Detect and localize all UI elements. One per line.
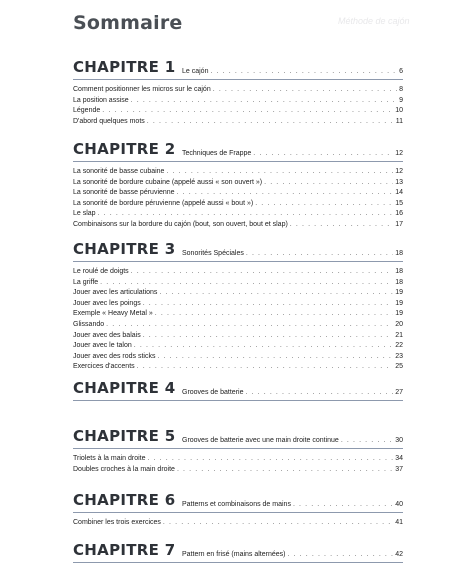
entry-page-number: 18 [395, 268, 403, 275]
entry-page-number: 22 [395, 342, 403, 350]
entry-page-number: 25 [395, 363, 403, 371]
dot-leader [177, 188, 394, 199]
entry-label: Doubles croches à la main droite [73, 465, 175, 473]
dot-leader [102, 106, 393, 117]
entry-label: La sonorité de basse cubaine [73, 168, 165, 175]
chapter-topic-line[interactable] [182, 389, 403, 396]
toc-entry[interactable] [73, 267, 403, 278]
chapter-topic-line[interactable] [182, 250, 403, 257]
chapter-section [73, 58, 403, 127]
chapter-heading [73, 491, 403, 511]
chapter-heading [73, 140, 403, 160]
chapter-topic: Le cajón [182, 68, 209, 75]
toc-entry[interactable] [73, 178, 403, 189]
chapter-page-number: 6 [399, 68, 403, 75]
chapter-page-number: 30 [395, 437, 403, 444]
dot-leader [177, 465, 393, 476]
chapter-label: CHAPITRE 7 [73, 541, 176, 559]
entry-page-number: 34 [395, 455, 403, 462]
toc-entry[interactable] [73, 106, 403, 117]
chapter-topic-line[interactable] [182, 501, 403, 508]
dot-leader [341, 437, 393, 444]
entry-label: Jouer avec des balais [73, 331, 141, 339]
entry-list [73, 167, 403, 231]
dot-leader [166, 167, 393, 178]
dot-leader [137, 362, 394, 373]
chapter-page-number: 18 [395, 250, 403, 257]
chapter-divider [73, 562, 403, 563]
dot-leader [290, 220, 393, 231]
entry-label: Jouer avec les poings [73, 299, 141, 307]
chapter-heading [73, 541, 403, 561]
entry-label: Comment positionner les micros sur le cajón [73, 86, 211, 93]
toc-entry[interactable] [73, 331, 403, 342]
chapter-section [73, 379, 403, 406]
dot-leader [213, 85, 397, 96]
entry-page-number: 8 [399, 86, 403, 93]
entry-label: Le roulé de doigts [73, 268, 129, 275]
dot-leader [98, 209, 394, 220]
chapter-topic: Patterns et combinaisons de mains [182, 501, 291, 508]
chapter-topic-line[interactable] [182, 68, 403, 75]
dot-leader [157, 352, 393, 363]
entry-label: La sonorité de basse péruvienne [73, 189, 175, 197]
toc-entry[interactable] [73, 465, 403, 476]
chapter-page-number: 12 [395, 150, 403, 157]
entry-page-number: 19 [395, 299, 403, 307]
entry-page-number: 23 [395, 352, 403, 360]
entry-page-number: 11 [395, 117, 403, 125]
chapter-section [73, 140, 403, 231]
entry-label: Glissando [73, 320, 105, 328]
chapter-label: CHAPITRE 2 [73, 140, 176, 158]
entry-page-number: 18 [395, 278, 403, 286]
watermark-text: Méthode de cajón [338, 16, 410, 26]
entry-page-number: 17 [395, 220, 403, 228]
chapter-divider [73, 400, 403, 401]
chapter-page-number: 40 [395, 501, 403, 508]
entry-label: Exemple « Heavy Metal » [73, 310, 153, 318]
dot-leader [143, 331, 393, 342]
toc-entry[interactable] [73, 278, 403, 289]
entry-page-number: 21 [395, 331, 403, 339]
dot-leader [143, 299, 393, 310]
toc-entry[interactable] [73, 288, 403, 299]
toc-entry[interactable] [73, 96, 403, 107]
dot-leader [100, 278, 393, 289]
chapter-label: CHAPITRE 4 [73, 379, 176, 397]
dot-leader [106, 320, 393, 331]
chapter-divider [73, 161, 403, 162]
chapter-heading [73, 58, 403, 78]
toc-entry[interactable] [73, 85, 403, 96]
toc-entry[interactable] [73, 309, 403, 320]
chapter-page-number: 27 [395, 389, 403, 396]
chapter-page-number: 42 [395, 551, 403, 558]
dot-leader [255, 199, 393, 210]
entry-page-number: 37 [395, 465, 403, 473]
chapter-topic: Grooves de batterie avec une main droite continue [182, 437, 339, 444]
dot-leader [246, 250, 393, 257]
dot-leader [264, 178, 393, 189]
dot-leader [147, 117, 394, 128]
chapter-divider [73, 448, 403, 449]
toc-entry[interactable] [73, 299, 403, 310]
entry-label: Le slap [73, 210, 96, 218]
dot-leader [253, 150, 393, 157]
chapter-heading [73, 240, 403, 260]
entry-page-number: 12 [395, 168, 403, 175]
entry-list [73, 518, 403, 529]
chapter-heading [73, 379, 403, 399]
chapter-section [73, 491, 403, 529]
entry-page-number: 16 [395, 210, 403, 218]
chapter-divider [73, 79, 403, 80]
entry-page-number: 13 [395, 178, 403, 186]
chapter-divider [73, 512, 403, 513]
toc-entry[interactable] [73, 352, 403, 363]
entry-label: Exercices d'accents [73, 363, 135, 371]
entry-page-number: 14 [395, 189, 403, 197]
toc-entry[interactable] [73, 362, 403, 373]
dot-leader [148, 454, 394, 465]
chapter-topic: Grooves de batterie [182, 389, 244, 396]
entry-page-number: 9 [399, 96, 403, 104]
chapter-heading [73, 427, 403, 447]
dot-leader [155, 309, 393, 320]
chapter-topic-line[interactable] [182, 551, 403, 558]
toc-entry[interactable] [73, 454, 403, 465]
dot-leader [134, 341, 393, 352]
entry-page-number: 10 [395, 107, 403, 115]
entry-page-number: 19 [395, 310, 403, 318]
entry-label: La sonorité de bordure péruvienne (appelé aussi « bout ») [73, 199, 254, 207]
toc-entry[interactable] [73, 209, 403, 220]
dot-leader [131, 96, 397, 107]
dot-leader [163, 518, 393, 529]
chapter-label: CHAPITRE 3 [73, 240, 176, 258]
chapter-divider [73, 261, 403, 262]
entry-list [73, 454, 403, 475]
entry-label: Jouer avec des rods sticks [73, 352, 156, 360]
toc-entry[interactable] [73, 341, 403, 352]
chapter-section [73, 427, 403, 475]
chapter-label: CHAPITRE 1 [73, 58, 176, 76]
toc-entry[interactable] [73, 167, 403, 178]
entry-label: Légende [73, 107, 101, 115]
chapter-topic-line[interactable] [182, 150, 403, 157]
dot-leader [293, 501, 393, 508]
chapter-section [73, 541, 403, 568]
dot-leader [131, 267, 394, 278]
entry-label: La griffe [73, 278, 99, 286]
dot-leader [210, 68, 397, 75]
toc-entry[interactable] [73, 199, 403, 210]
chapter-label: CHAPITRE 5 [73, 427, 176, 445]
dot-leader [245, 389, 393, 396]
entry-list [73, 267, 403, 373]
entry-page-number: 41 [395, 519, 403, 526]
dot-leader [159, 288, 393, 299]
page-title: Sommaire [73, 12, 183, 34]
chapter-topic: Sonorités Spéciales [182, 250, 244, 257]
entry-page-number: 15 [395, 199, 403, 207]
chapter-label: CHAPITRE 6 [73, 491, 176, 509]
entry-page-number: 19 [395, 289, 403, 297]
entry-page-number: 20 [395, 320, 403, 328]
toc-entry[interactable] [73, 518, 403, 529]
chapter-topic-line[interactable] [182, 437, 403, 444]
toc-entry[interactable] [73, 220, 403, 231]
entry-label: La sonorité de bordure cubaine (appelé aussi « son ouvert ») [73, 178, 263, 186]
entry-label: Combiner les trois exercices [73, 519, 161, 526]
entry-list [73, 85, 403, 127]
chapter-section [73, 240, 403, 373]
chapter-topic: Techniques de Frappe [182, 150, 252, 157]
toc-entry[interactable] [73, 320, 403, 331]
entry-label: Combinaisons sur la bordure du cajón (bout, son ouvert, bout et slap) [73, 220, 288, 228]
chapter-topic: Pattern en frisé (mains alternées) [182, 551, 286, 558]
entry-label: Triolets à la main droite [73, 455, 146, 462]
entry-label: Jouer avec le talon [73, 342, 132, 350]
entry-label: La position assise [73, 96, 129, 104]
toc-entry[interactable] [73, 117, 403, 128]
dot-leader [288, 551, 394, 558]
entry-label: Jouer avec les articulations [73, 289, 158, 297]
entry-label: D'abord quelques mots [73, 117, 145, 125]
toc-entry[interactable] [73, 188, 403, 199]
